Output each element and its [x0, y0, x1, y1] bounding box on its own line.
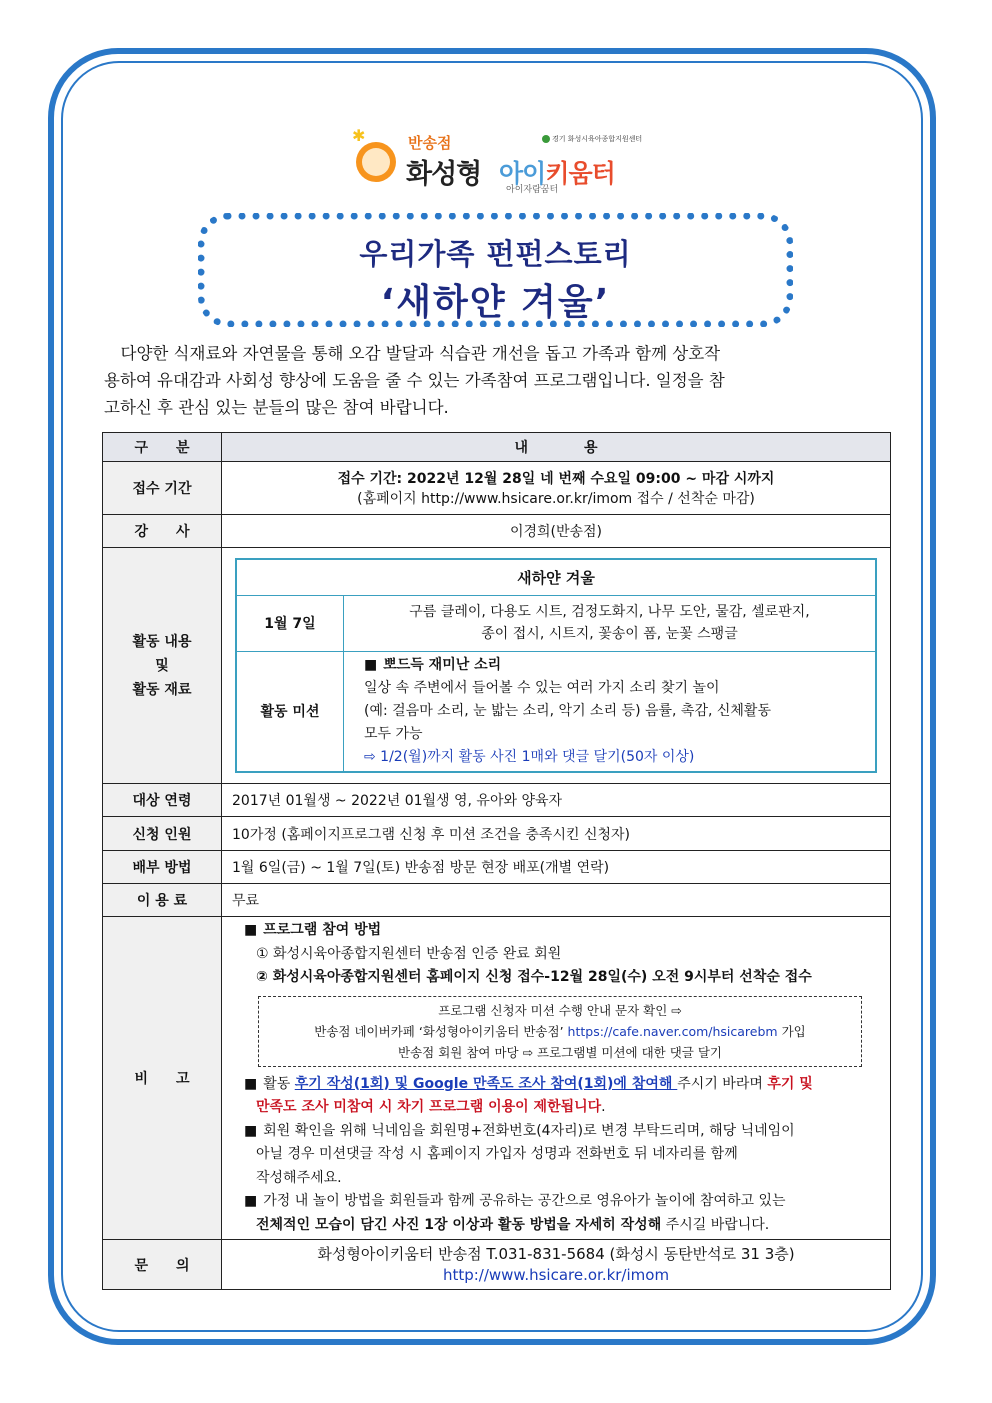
guide-line: [265, 1021, 855, 1042]
method-item: ① 화성시육아종합지원센터 반송점 인증 완료 회원: [256, 945, 562, 962]
instructor-value: 이경희(반송점): [222, 515, 891, 548]
method-title: ■ 프로그램 참여 방법: [244, 922, 382, 938]
logo-subtitle: 아이자람꿈터: [506, 185, 559, 195]
activity-label: 및: [155, 657, 169, 674]
row-label: 이 용 료: [103, 884, 222, 917]
note-warning: 후기 및: [767, 1075, 813, 1092]
note-photo-cont: [244, 1214, 880, 1238]
program-subtitle: ‘새하얀 겨울’: [380, 282, 611, 323]
activity-cell: [222, 548, 891, 784]
note-emphasis: 전체적인 모습이 담긴 사진 1장 이상과 활동 방법을 자세히 작성해: [256, 1216, 662, 1233]
applicants-value: 10가정 (홈페이지프로그램 신청 후 미션 조건을 충족시킨 신청자): [222, 817, 891, 851]
note-text: 활동: [263, 1075, 295, 1092]
note-text: 가정 내 놀이 방법을 회원들과 함께 공유하는 공간으로 영유아가 놀이에 참여하고 있는: [263, 1193, 786, 1209]
mission-line: 모두 가능: [364, 725, 423, 742]
mission-line: (예: 걸음마 소리, 눈 밟는 소리, 악기 소리 등) 음률, 촉감, 신체활동: [364, 702, 771, 719]
table-row: [103, 851, 891, 884]
header-content: 내 용: [222, 433, 891, 462]
activity-table: [235, 558, 877, 773]
method-title-text: 프로그램 참여 방법: [263, 922, 382, 938]
note-photo: ■ 가정 내 놀이 방법을 회원들과 함께 공유하는 공간으로 영유아가 놀이에 참여하고 있는: [244, 1193, 786, 1209]
materials-line: 구름 클레이, 다용도 시트, 검정도화지, 나무 도안, 물감, 셀로판지,: [409, 604, 810, 621]
note-review-cont: [244, 1096, 880, 1120]
inquiry-cell: [222, 1240, 891, 1290]
materials-cell: [344, 595, 877, 651]
reception-period: 접수 기간: 2022년 12월 28일 네 번째 수요일 09:00 ~ 마감 시까지: [337, 471, 775, 487]
row-label: 강 사: [103, 515, 222, 548]
mission-title: ■ 뽀드득 재미난 소리: [364, 656, 502, 673]
distribution-value: 1월 6일(금) ~ 1월 7일(토) 반송점 방문 현장 배포(개별 연락): [222, 851, 891, 884]
logo-face-icon: [356, 142, 396, 182]
table-row: [103, 884, 891, 917]
remarks-cell: [222, 917, 891, 1240]
intro-line: 다양한 식재료와 자연물을 통해 오감 발달과 식습관 개선을 돕고 가족과 함께 상호작: [104, 344, 721, 363]
activity-date: 1월 7일: [236, 595, 344, 651]
intro-paragraph: [104, 340, 889, 421]
activity-label: 활동 내용: [132, 633, 192, 650]
guide-line: 반송점 회원 참여 마당 ⇨ 프로그램별 미션에 대한 댓글 달기: [398, 1044, 722, 1060]
row-label: 접수 기간: [103, 462, 222, 515]
info-table: [102, 432, 891, 1290]
reception-cell: [222, 462, 891, 515]
materials-line: 종이 접시, 시트지, 꽃송이 폼, 눈꽃 스팽글: [481, 626, 738, 643]
reception-note: (홈페이지 http://www.hsicare.or.kr/imom 접수 / 선착순 마감): [357, 491, 755, 507]
intro-line: 고하신 후 관심 있는 분들의 많은 참여 바랍니다.: [104, 398, 449, 417]
method-item: ② 화성시육아종합지원센터 홈페이지 신청 접수-12월 28일(수) 오전 9시부터 선착순 접수: [256, 969, 812, 985]
table-row: [103, 515, 891, 548]
guide-text: 반송점 네이버카페 ‘화성형아이키움터 반송점’: [314, 1023, 568, 1039]
guide-line: 프로그램 신청자 미션 수행 안내 문자 확인 ⇨: [438, 1002, 682, 1018]
fee-value: 무료: [222, 884, 891, 917]
logo-name-red: 키움터: [545, 159, 615, 188]
logo-name-part: 아이: [499, 159, 546, 188]
logo: [352, 128, 642, 198]
logo-branch: 반송점: [408, 134, 452, 152]
mission-line: 일상 속 주변에서 들어볼 수 있는 여러 가지 소리 찾기 놀이: [364, 679, 720, 696]
row-label: 문 의: [103, 1240, 222, 1290]
note-text: 회원 확인을 위해 닉네임을 회원명+전화번호(4자리)로 변경 부탁드리며, 해당 닉네임이: [263, 1122, 795, 1139]
row-label: [103, 548, 222, 784]
note-warning: 만족도 조사 미참여 시 차기 프로그램 이용이 제한됩니다: [256, 1099, 602, 1115]
activity-title: 새하얀 겨울: [236, 559, 876, 595]
row-label: 배부 방법: [103, 851, 222, 884]
row-label: 신청 인원: [103, 817, 222, 851]
row-label: 대상 연령: [103, 784, 222, 817]
note-review: ■ 활동 후기 작성(1회) 및 Google 만족도 조사 참여(1회)에 참여해 주시기 바라며 후기 및: [244, 1075, 813, 1092]
cafe-link[interactable]: https://cafe.naver.com/hsicarebm: [567, 1023, 778, 1039]
note-text: 주시기 바라며: [677, 1075, 768, 1092]
header-category: 구 분: [103, 433, 222, 462]
mission-note: ⇨ 1/2(월)까지 활동 사진 1매와 댓글 달기(50자 이상): [364, 748, 695, 765]
intro-line: 용하여 유대감과 사회성 향상에 도움을 줄 수 있는 가족참여 프로그램입니다. 일정을 참: [104, 371, 725, 390]
center-logo-icon: [542, 135, 550, 143]
note-text: 작성해주세요.: [256, 1169, 342, 1186]
homepage-link[interactable]: http://www.hsicare.or.kr/imom: [442, 1265, 670, 1284]
note-text: 아닐 경우 미션댓글 작성 시 홈페이지 가입자 성명과 전화번호 뒤 네자리를 함께: [256, 1146, 738, 1162]
table-row: [103, 1240, 891, 1290]
table-row: [103, 817, 891, 851]
guide-text: 가입: [777, 1023, 806, 1039]
title-box: [198, 213, 793, 327]
table-row: [103, 462, 891, 515]
star-icon: ✱: [352, 126, 366, 145]
mission-title-text: 뽀드득 재미난 소리: [383, 656, 502, 673]
table-row: [103, 917, 891, 1240]
center-logo: [542, 134, 642, 144]
table-row: [103, 784, 891, 817]
row-label: 비 고: [103, 917, 222, 1240]
program-title: 우리가족 펀펀스토리: [359, 237, 632, 271]
inquiry-contact: 화성형아이키움터 반송점 T.031-831-5684 (화성시 동탄반석로 31 3층): [317, 1244, 795, 1263]
table-row: [103, 548, 891, 784]
mission-cell: [344, 651, 877, 772]
center-name: 경기 화성시육아종합지원센터: [552, 135, 643, 143]
note-text: 주시길 바랍니다.: [661, 1216, 770, 1233]
age-value: 2017년 01월생 ~ 2022년 01월생 영, 유아와 양육자: [222, 784, 891, 817]
note-nickname: ■ 회원 확인을 위해 닉네임을 회원명+전화번호(4자리)로 변경 부탁드리며, 해당 닉네임이: [244, 1122, 795, 1139]
table-header-row: [103, 433, 891, 462]
activity-label: 활동 재료: [132, 681, 192, 698]
mission-guide-box: [258, 996, 862, 1067]
mission-label: 활동 미션: [236, 651, 344, 772]
review-survey-link[interactable]: 후기 작성(1회) 및 Google 만족도 조사 참여(1회)에 참여해: [294, 1075, 678, 1092]
logo-name: 화성형: [406, 159, 482, 190]
note-text: .: [601, 1099, 606, 1115]
